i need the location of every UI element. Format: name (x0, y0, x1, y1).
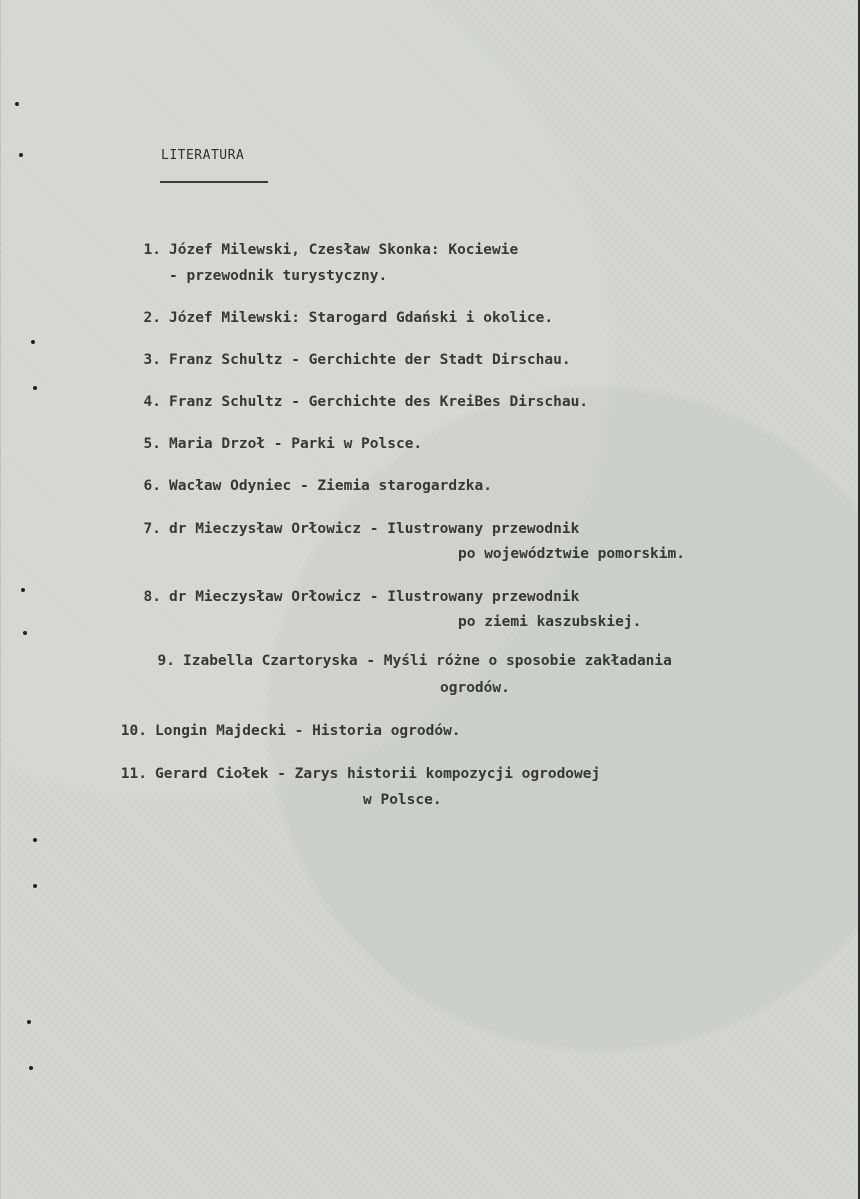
entry-text: - przewodnik turystyczny. (169, 268, 388, 284)
entry-text: Franz Schultz - Gerchichte des KreiBes Dirschau. (169, 394, 589, 410)
entry-number: 5. (143, 436, 161, 452)
bibliography-entry-continuation (440, 675, 510, 701)
margin-mark (29, 1066, 33, 1070)
entry-text: Gerard Ciołek - Zarys historii kompozycji ogrodowej (155, 766, 601, 782)
bibliography-entry-continuation (458, 541, 685, 567)
entry-number: 3. (143, 352, 161, 368)
entry-number: 2. (143, 310, 161, 326)
entry-text: Józef Milewski: Starogard Gdański i okolice. (169, 310, 554, 326)
entry-number: 4. (143, 394, 161, 410)
bibliography-entry (105, 761, 600, 787)
bibliography-entry-continuation (363, 787, 442, 813)
margin-mark (21, 588, 25, 592)
entry-number: 6. (143, 478, 161, 494)
entry-text: Izabella Czartoryska - Myśli różne o sposobie zakładania (183, 653, 672, 669)
page-title: LITERATURA (161, 148, 245, 163)
entry-text: dr Mieczysław Orłowicz - Ilustrowany przewodnik (169, 521, 580, 537)
entry-text: po ziemi kaszubskiej. (458, 614, 642, 630)
title-underline (160, 181, 268, 183)
bibliography-entry (119, 473, 492, 499)
bibliography-entry (119, 305, 553, 331)
bibliography-entry (119, 516, 579, 542)
entry-number: 1. (143, 242, 161, 258)
margin-mark (15, 102, 19, 106)
entry-number: 7. (143, 521, 161, 537)
entry-text: Wacław Odyniec - Ziemia starogardzka. (169, 478, 493, 494)
margin-mark (19, 153, 23, 157)
margin-mark (33, 386, 37, 390)
entry-text: Longin Majdecki - Historia ogrodów. (155, 723, 461, 739)
entry-number: 11. (120, 766, 147, 782)
entry-text: Franz Schultz - Gerchichte der Stadt Dirschau. (169, 352, 571, 368)
entry-number: 9. (157, 653, 175, 669)
entry-text: Józef Milewski, Czesław Skonka: Kociewie (169, 242, 519, 258)
entry-text: w Polsce. (363, 792, 442, 808)
entry-text: Maria Drzoł - Parki w Polsce. (169, 436, 423, 452)
bibliography-entry (119, 584, 579, 610)
margin-mark (27, 1020, 31, 1024)
bibliography-entry (119, 347, 571, 373)
bibliography-entry (133, 648, 672, 674)
margin-mark (31, 340, 35, 344)
margin-mark (33, 884, 37, 888)
bibliography-entry (119, 389, 588, 415)
bibliography-entry (119, 237, 518, 263)
margin-mark (33, 838, 37, 842)
entry-text: ogrodów. (440, 680, 510, 696)
entry-text: dr Mieczysław Orłowicz - Ilustrowany przewodnik (169, 589, 580, 605)
bibliography-entry-continuation (458, 609, 641, 635)
margin-mark (23, 631, 27, 635)
bibliography-entry (105, 718, 461, 744)
entry-text: po województwie pomorskim. (458, 546, 685, 562)
entry-number: 10. (120, 723, 147, 739)
entry-number: 8. (143, 589, 161, 605)
bibliography-entry-continuation (169, 263, 387, 289)
bibliography-entry (119, 431, 422, 457)
